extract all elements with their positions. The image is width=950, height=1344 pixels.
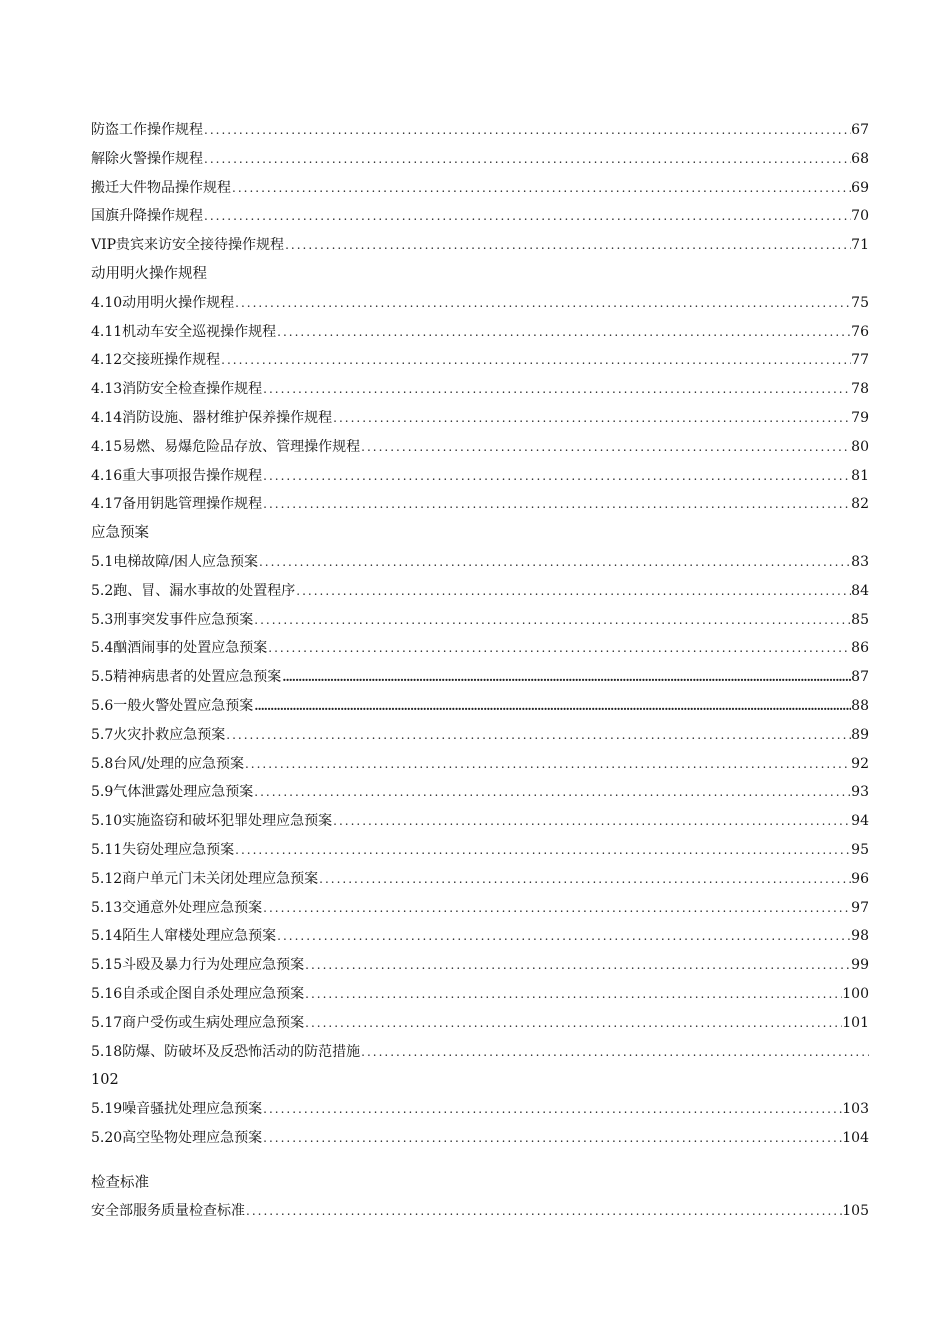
toc-page-number: 99 (851, 957, 869, 974)
toc-page-number: 76 (851, 323, 869, 340)
dot-leader (203, 116, 851, 145)
toc-entry[interactable] (91, 692, 869, 721)
toc-entry-title: 防盗工作操作规程 (91, 122, 203, 138)
toc-page-number: 97 (851, 899, 869, 916)
toc-entry-title: 安全部服务质量检查标准 (91, 1203, 245, 1220)
dot-leader (262, 894, 851, 923)
toc-entry[interactable] (91, 1038, 869, 1067)
dot-leader (360, 1038, 869, 1067)
toc-entry[interactable] (91, 807, 869, 836)
toc-entry-title: 5.5精神病患者的处置应急预案 (91, 669, 282, 686)
toc-entry-title: 5.16自杀或企图自杀处理应急预案 (91, 985, 305, 1002)
dot-leader (262, 1124, 842, 1153)
toc-entry[interactable] (91, 490, 869, 519)
toc-page-number: 86 (851, 640, 869, 657)
toc-page-number: 105 (842, 1203, 869, 1220)
toc-entry-title: 5.20高空坠物处理应急预案 (91, 1129, 263, 1146)
toc-entry-title: 5.8台风/处理的应急预案 (91, 755, 244, 772)
toc-entry-title: 5.1电梯故障/困人应急预案 (91, 553, 258, 570)
dot-leader (304, 980, 842, 1009)
dot-leader (225, 721, 851, 750)
toc-entry-title: 5.13交通意外处理应急预案 (91, 899, 263, 916)
dot-leader (253, 778, 851, 807)
toc-entry-title: 4.13消防安全检查操作规程 (91, 381, 263, 398)
toc-heading (91, 1169, 869, 1198)
toc-page-number: 89 (851, 726, 869, 743)
toc-entry[interactable] (91, 778, 869, 807)
toc-entry-title: 5.7火灾扑救应急预案 (91, 726, 226, 743)
toc-entry-title: 5.15斗殴及暴力行为处理应急预案 (91, 957, 305, 974)
toc-page-number: 82 (851, 496, 869, 513)
toc-entry[interactable] (91, 663, 869, 692)
toc-page-number: 98 (851, 928, 869, 945)
toc-entry[interactable] (91, 606, 869, 635)
toc-entry-title: 5.2跑、冒、漏水事故的处置程序 (91, 582, 296, 599)
toc-page-number: 95 (851, 841, 869, 858)
toc-page-number: 70 (851, 208, 869, 225)
dot-leader (304, 1009, 842, 1038)
toc-entry-title: VIP贵宾来访安全接待操作规程 (91, 237, 285, 254)
toc-entry-title: 5.4酗酒闹事的处置应急预案 (91, 640, 268, 657)
dot-leader (231, 174, 851, 203)
toc-entry[interactable] (91, 1197, 869, 1226)
toc-page-number: 101 (842, 1014, 869, 1031)
dot-leader (262, 462, 851, 491)
toc-page-number: 87 (851, 669, 869, 686)
toc-heading-text: 动用明火操作规程 (91, 265, 207, 282)
toc-entry-title: 5.6一般火警处置应急预案 (91, 697, 254, 714)
table-of-contents (91, 116, 869, 1226)
toc-entry[interactable] (91, 318, 869, 347)
toc-heading-text: 102 (91, 1072, 119, 1089)
toc-entry-title: 5.18防爆、防破坏及反恐怖活动的防范措施 (91, 1043, 361, 1060)
dot-leader (332, 404, 851, 433)
toc-entry-title: 4.16重大事项报告操作规程 (91, 467, 263, 484)
toc-entry[interactable] (91, 894, 869, 923)
toc-entry[interactable] (91, 951, 869, 980)
toc-page-number: 75 (851, 294, 869, 311)
toc-entry-title: 5.19噪音骚扰处理应急预案 (91, 1101, 263, 1118)
toc-heading (91, 519, 869, 548)
dot-leader (360, 433, 851, 462)
toc-entry-title: 4.14消防设施、器材维护保养操作规程 (91, 409, 333, 426)
toc-page-number: 79 (851, 409, 869, 426)
dot-leader (203, 145, 851, 174)
dot-leader (234, 289, 851, 318)
toc-entry[interactable] (91, 1009, 869, 1038)
toc-entry[interactable] (91, 433, 869, 462)
toc-page-number: 67 (851, 122, 869, 138)
toc-entry-title: 5.14陌生人窜楼处理应急预案 (91, 928, 277, 945)
toc-entry[interactable] (91, 462, 869, 491)
toc-entry[interactable] (91, 174, 869, 203)
dot-leader (258, 548, 851, 577)
toc-heading-text: 检查标准 (91, 1174, 149, 1191)
toc-entry-title: 4.10动用明火操作规程 (91, 294, 235, 311)
toc-entry-title: 5.9气体泄露处理应急预案 (91, 784, 254, 801)
toc-entry[interactable] (91, 577, 869, 606)
dot-leader (253, 692, 851, 721)
toc-entry-title: 4.12交接班操作规程 (91, 352, 221, 369)
dot-leader (267, 634, 851, 663)
dot-leader (318, 865, 851, 894)
toc-page-number: 83 (851, 553, 869, 570)
toc-page-number: 84 (851, 582, 869, 599)
toc-page-number: 100 (842, 985, 869, 1002)
toc-entry-title: 4.17备用钥匙管理操作规程 (91, 496, 263, 513)
toc-entry[interactable] (91, 865, 869, 894)
section-gap (91, 1153, 869, 1169)
toc-page-number: 96 (851, 870, 869, 887)
dot-leader (295, 577, 851, 606)
toc-entry[interactable] (91, 634, 869, 663)
toc-page-number: 88 (851, 697, 869, 714)
toc-page-number: 81 (851, 467, 869, 484)
toc-entry[interactable] (91, 922, 869, 951)
dot-leader (262, 1095, 842, 1124)
toc-entry[interactable] (91, 1124, 869, 1153)
toc-page-number: 92 (851, 755, 869, 772)
toc-page-number: 80 (851, 438, 869, 455)
toc-entry[interactable] (91, 404, 869, 433)
toc-entry[interactable] (91, 202, 869, 231)
dot-leader (253, 606, 851, 635)
toc-entry[interactable] (91, 289, 869, 318)
toc-entry[interactable] (91, 836, 869, 865)
toc-page-number: 104 (842, 1129, 869, 1146)
dot-leader (245, 1197, 842, 1226)
toc-entry[interactable] (91, 231, 869, 260)
toc-entry[interactable] (91, 346, 869, 375)
toc-page-number: 93 (851, 784, 869, 801)
toc-entry[interactable] (91, 116, 869, 145)
dot-leader (281, 663, 851, 692)
dot-leader (276, 318, 851, 347)
toc-entry-title: 4.15易燃、易爆危险品存放、管理操作规程 (91, 438, 361, 455)
dot-leader (234, 836, 851, 865)
toc-entry-title: 搬迁大件物品操作规程 (91, 179, 231, 196)
toc-entry-title: 5.12商户单元门未关闭处理应急预案 (91, 870, 319, 887)
dot-leader (332, 807, 851, 836)
toc-entry-title: 国旗升降操作规程 (91, 208, 203, 225)
toc-entry[interactable] (91, 750, 869, 779)
toc-entry-title: 5.3刑事突发事件应急预案 (91, 611, 254, 628)
toc-heading (91, 260, 869, 289)
toc-page-number: 71 (851, 237, 869, 254)
dot-leader (284, 231, 851, 260)
toc-entry-title: 5.10实施盗窃和破坏犯罪处理应急预案 (91, 813, 333, 830)
toc-entry-title: 4.11机动车安全巡视操作规程 (91, 323, 277, 340)
toc-page-number: 78 (851, 381, 869, 398)
toc-entry[interactable] (91, 145, 869, 174)
toc-page-number: 103 (842, 1101, 869, 1118)
dot-leader (304, 951, 851, 980)
toc-entry[interactable] (91, 548, 869, 577)
dot-leader (276, 922, 851, 951)
toc-entry-title: 5.17商户受伤或生病处理应急预案 (91, 1014, 305, 1031)
toc-entry[interactable] (91, 375, 869, 404)
dot-leader (262, 375, 851, 404)
toc-entry[interactable] (91, 1095, 869, 1124)
toc-page-number: 77 (851, 352, 869, 369)
dot-leader (203, 202, 851, 231)
toc-page-number: 68 (851, 150, 869, 167)
toc-page-number: 69 (851, 179, 869, 196)
toc-heading (91, 1066, 869, 1095)
toc-heading-text: 应急预案 (91, 525, 149, 542)
toc-entry-title: 解除火警操作规程 (91, 150, 203, 167)
toc-entry-title: 5.11失窃处理应急预案 (91, 841, 235, 858)
toc-page-number: 85 (851, 611, 869, 628)
toc-entry[interactable] (91, 721, 869, 750)
toc-page-number: 94 (851, 813, 869, 830)
dot-leader (220, 346, 851, 375)
dot-leader (262, 490, 851, 519)
toc-entry[interactable] (91, 980, 869, 1009)
dot-leader (244, 750, 851, 779)
